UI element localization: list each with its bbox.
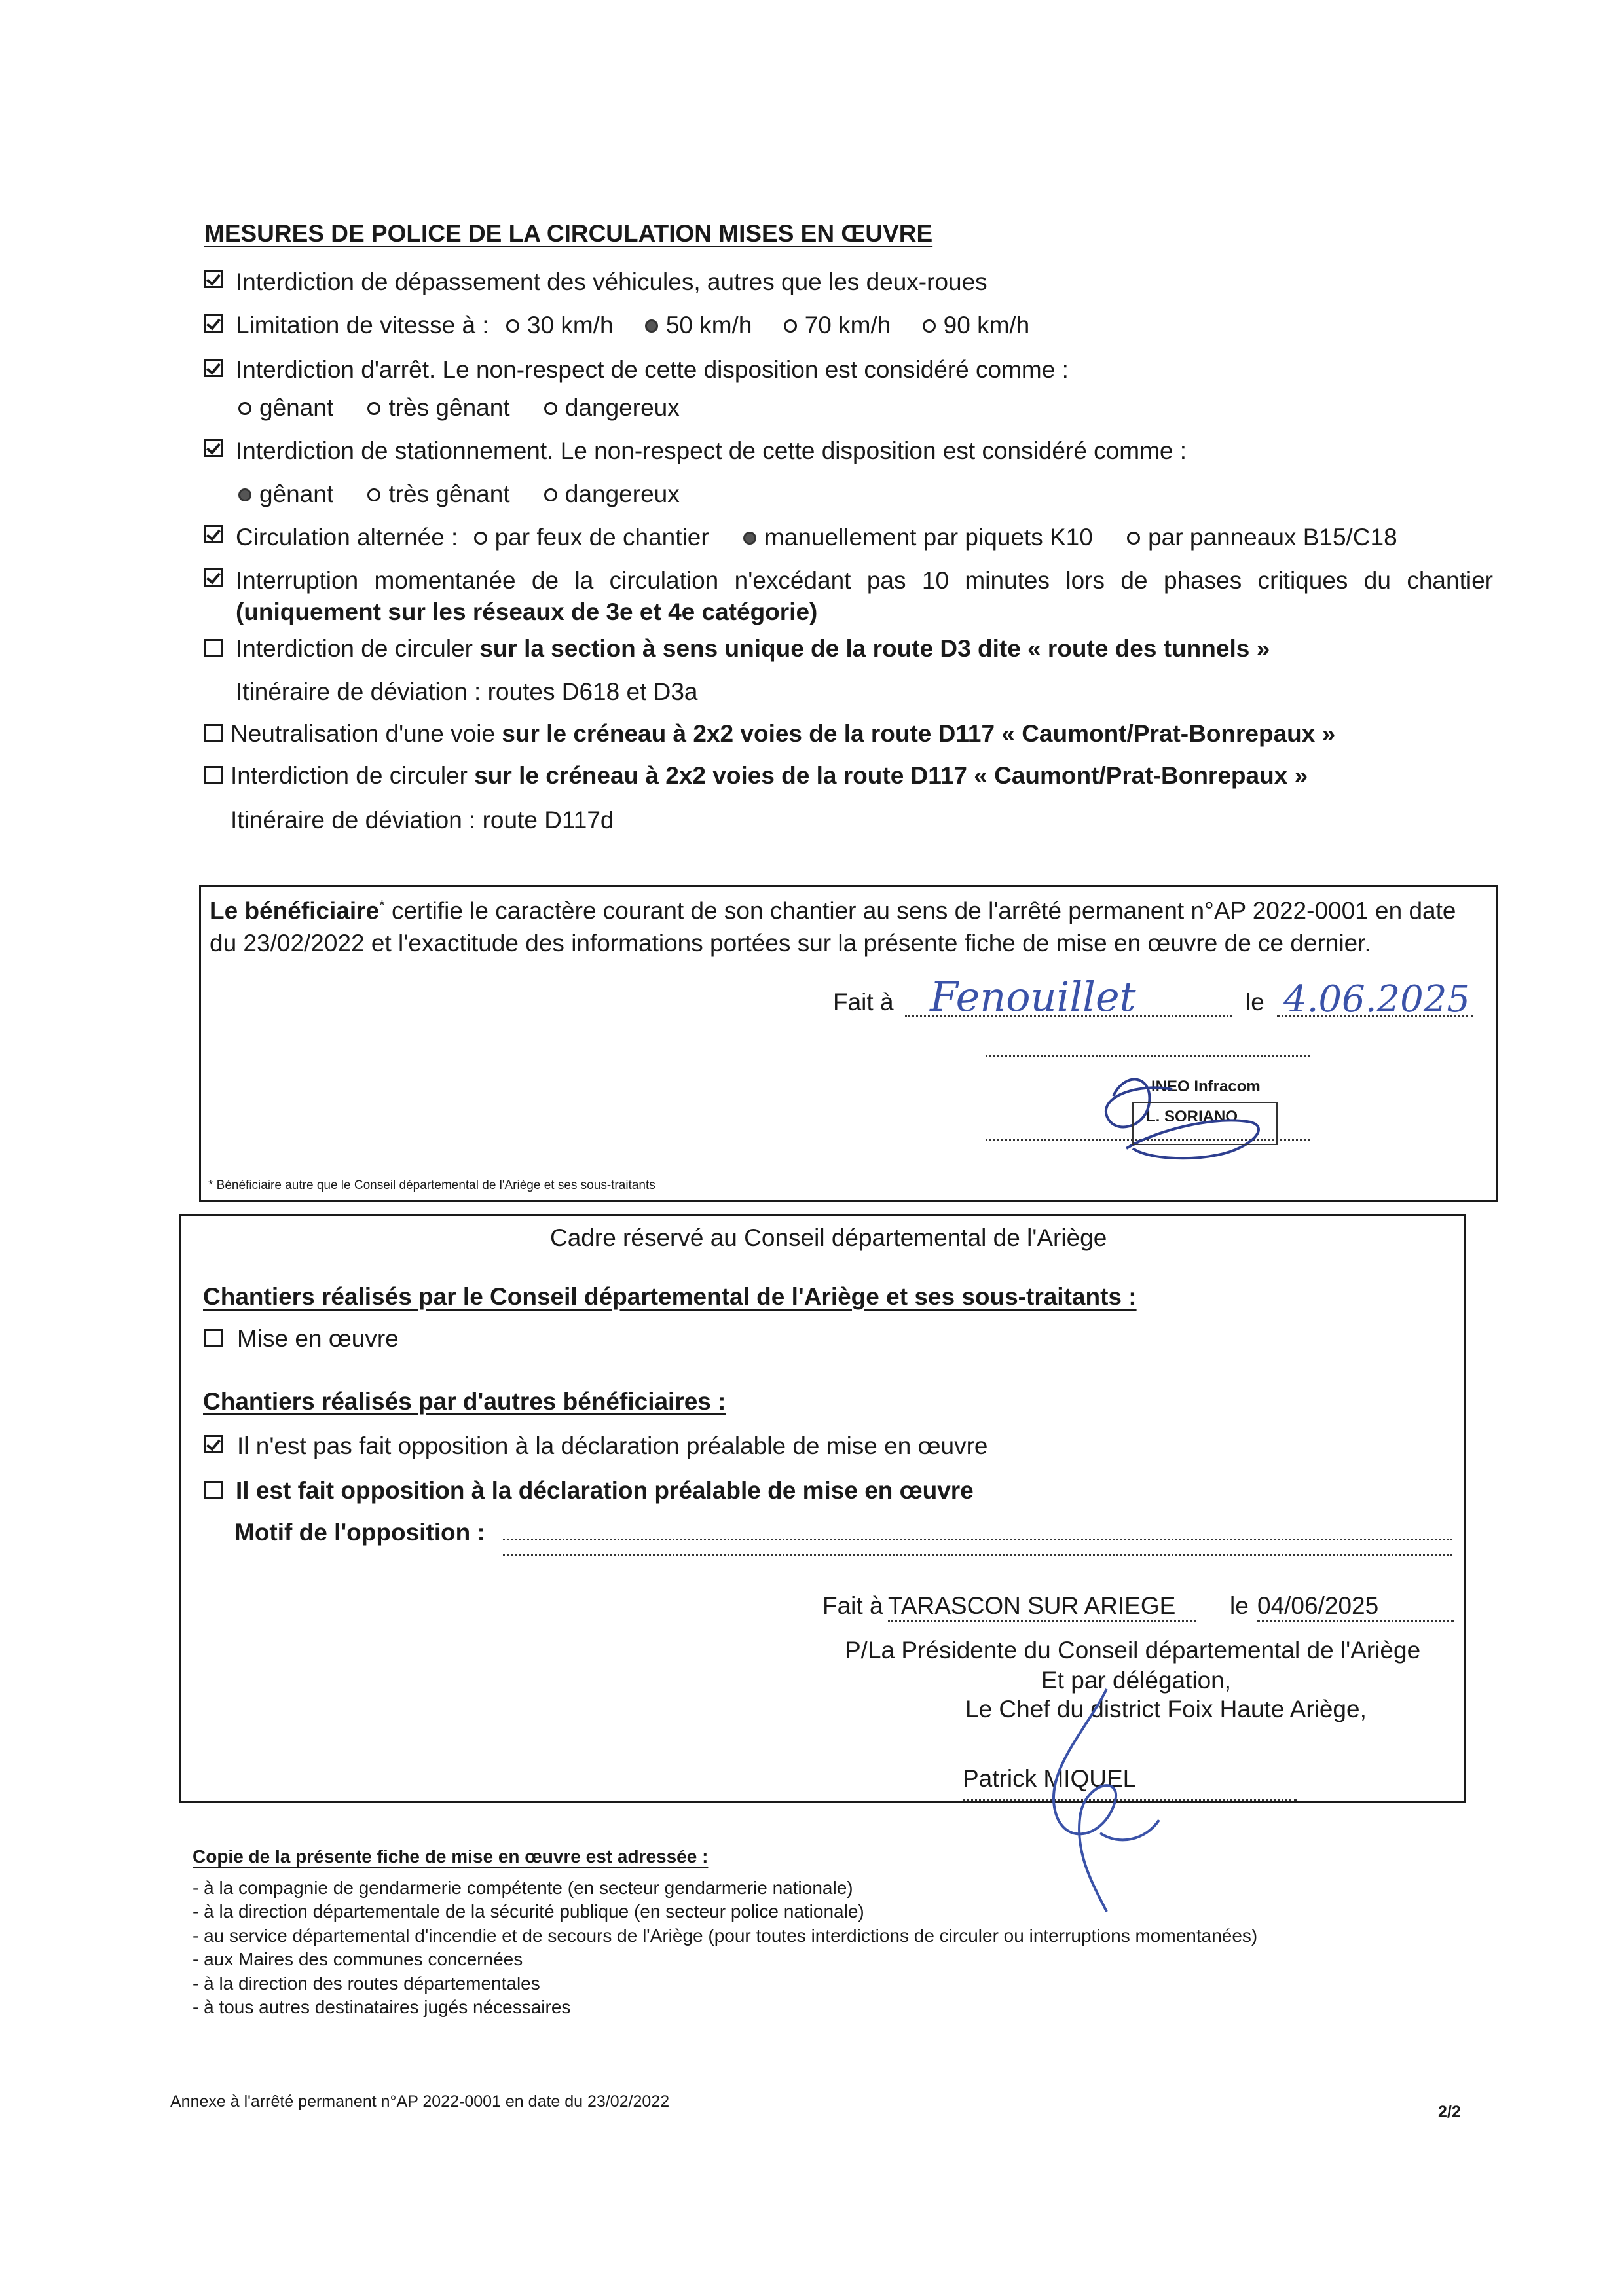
council-date: 04/06/2025 — [1257, 1592, 1379, 1619]
section-title: MESURES DE POLICE DE LA CIRCULATION MISES EN ŒUVRE — [204, 220, 933, 247]
council-item-3: Il est fait opposition à la déclaration préalable de mise en œuvre — [236, 1477, 974, 1504]
copies-item: - à tous autres destinataires jugés nécessaires — [193, 1996, 571, 2017]
measure-d117-closure: Interdiction de circuler sur le créneau à 2x2 voies de la route D117 « Caumont/Prat-Bonrepaux » — [231, 762, 1308, 789]
copies-title: Copie de la présente fiche de mise en œuvre est adressée : — [193, 1846, 709, 1867]
beneficiary-text-2: du 23/02/2022 et l'exactitude des informations portées sur la présente fiche de mise en œuvre de ce dernier. — [210, 930, 1371, 957]
checkbox-d117-lane[interactable] — [204, 724, 223, 742]
measure-no-parking: Interdiction de stationnement. Le non-respect de cette disposition est considéré comme : — [236, 437, 1187, 464]
council-sig-3: Le Chef du district Foix Haute Ariège, — [965, 1696, 1367, 1722]
beneficiary-text-1: Le bénéficiaire* certifie le caractère courant de son chantier au sens de l'arrêté permanent n°AP 2022-0001 en date — [210, 897, 1456, 924]
checkbox-no-opposition[interactable] — [204, 1435, 223, 1453]
radio-alt-k10[interactable]: manuellement par piquets K10 — [743, 524, 1093, 551]
copies-item: - au service départemental d'incendie et de secours de l'Ariège (pour toutes interdictions de circuler ou interruptions momentanées) — [193, 1925, 1258, 1946]
copies-list — [193, 1876, 1257, 2019]
council-sig-2: Et par délégation, — [1041, 1667, 1232, 1694]
checkbox-opposition[interactable] — [204, 1481, 223, 1499]
checkbox-d117-closure[interactable] — [204, 766, 223, 784]
checkbox-no-parking[interactable] — [204, 439, 223, 457]
council-le-label: le — [1230, 1592, 1249, 1619]
radio-speed-50[interactable]: 50 km/h — [645, 312, 752, 338]
checkbox-alternating-traffic[interactable] — [204, 525, 223, 543]
council-header: Cadre réservé au Conseil départemental de l'Ariège — [550, 1224, 1107, 1251]
no-parking-options — [238, 481, 707, 509]
radio-speed-30[interactable]: 30 km/h — [506, 312, 614, 338]
beneficiary-date: 4.06.2025 — [1283, 978, 1471, 1021]
checkbox-no-overtaking[interactable] — [204, 270, 223, 288]
council-sig-1: P/La Présidente du Conseil départemental de l'Ariège — [845, 1637, 1421, 1664]
measure-alternating-traffic — [236, 524, 1397, 552]
checkbox-d3-closure[interactable] — [204, 639, 223, 657]
measure-d3-closure: Interdiction de circuler sur la section à sens unique de la route D3 dite « route des tunnels » — [236, 635, 1270, 662]
council-sig-4: Patrick MIQUEL — [963, 1765, 1137, 1792]
radio-alt-b15[interactable]: par panneaux B15/C18 — [1127, 524, 1397, 551]
radio-stop-tres-genant[interactable]: très gênant — [367, 394, 509, 421]
copies-item: - aux Maires des communes concernées — [193, 1949, 523, 1970]
stamp-name: L. SORIANO — [1146, 1108, 1238, 1125]
measure-interruption-note: (uniquement sur les réseaux de 3e et 4e catégorie) — [236, 598, 818, 625]
radio-stop-genant[interactable]: gênant — [238, 394, 333, 421]
radio-speed-70[interactable]: 70 km/h — [784, 312, 891, 338]
council-motif-line-2 — [503, 1554, 1452, 1556]
copies-item: - à la direction des routes départementales — [193, 1973, 540, 1994]
beneficiary-place: Fenouillet — [930, 973, 1136, 1021]
measure-no-overtaking: Interdiction de dépassement des véhicules, autres que les deux-roues — [236, 268, 987, 295]
council-place: TARASCON SUR ARIEGE — [888, 1592, 1176, 1619]
radio-park-tres-genant[interactable]: très gênant — [367, 481, 509, 507]
beneficiary-footnote: * Bénéficiaire autre que le Conseil départemental de l'Ariège et ses sous-traitants — [208, 1178, 655, 1192]
council-section-1: Chantiers réalisés par le Conseil départemental de l'Ariège et ses sous-traitants : — [203, 1283, 1137, 1310]
council-motif-label: Motif de l'opposition : — [234, 1519, 485, 1546]
checkbox-speed-limit[interactable] — [204, 314, 223, 333]
speed-limit-label: Limitation de vitesse à : — [236, 312, 489, 338]
checkbox-no-stopping[interactable] — [204, 359, 223, 377]
copies-item: - à la compagnie de gendarmerie compétente (en secteur gendarmerie nationale) — [193, 1878, 853, 1898]
stamp-company: INEO Infracom — [1151, 1078, 1261, 1095]
radio-alt-lights[interactable]: par feux de chantier — [474, 524, 709, 551]
no-stopping-options — [238, 394, 707, 422]
council-item-1: Mise en œuvre — [237, 1325, 399, 1352]
measure-speed-limit — [236, 312, 1029, 340]
checkbox-mise-en-oeuvre[interactable] — [204, 1329, 223, 1347]
council-fait-label: Fait à — [822, 1592, 883, 1619]
checkbox-interruption[interactable] — [204, 568, 223, 587]
beneficiary-fait-label: Fait à — [833, 989, 894, 1015]
radio-stop-dangereux[interactable]: dangereux — [544, 394, 680, 421]
council-place-line — [888, 1620, 1196, 1622]
beneficiary-signature-icon — [1087, 1050, 1297, 1168]
footer-annex: Annexe à l'arrêté permanent n°AP 2022-0001 en date du 23/02/2022 — [170, 2092, 670, 2111]
council-item-2: Il n'est pas fait opposition à la déclaration préalable de mise en œuvre — [237, 1432, 988, 1459]
council-date-line — [1257, 1620, 1454, 1622]
radio-park-genant[interactable]: gênant — [238, 481, 333, 507]
council-motif-line-1 — [503, 1539, 1452, 1540]
radio-park-dangereux[interactable]: dangereux — [544, 481, 680, 507]
copies-item: - à la direction départementale de la sécurité publique (en secteur police nationale) — [193, 1901, 864, 1922]
detour-d117: Itinéraire de déviation : route D117d — [231, 807, 614, 833]
beneficiary-le-label: le — [1246, 989, 1264, 1015]
measure-no-stopping: Interdiction d'arrêt. Le non-respect de cette disposition est considéré comme : — [236, 356, 1069, 383]
footer-page-number: 2/2 — [1438, 2103, 1461, 2121]
radio-speed-90[interactable]: 90 km/h — [923, 312, 1030, 338]
detour-d3: Itinéraire de déviation : routes D618 et D3a — [236, 678, 698, 705]
alternating-label: Circulation alternée : — [236, 524, 458, 551]
council-section-2: Chantiers réalisés par d'autres bénéficiaires : — [203, 1388, 726, 1415]
measure-interruption: Interruption momentanée de la circulation n'excédant pas 10 minutes lors de phases critiques du chantier — [236, 567, 1493, 594]
measure-d117-lane: Neutralisation d'une voie sur le créneau à 2x2 voies de la route D117 « Caumont/Prat-Bonrepaux » — [231, 720, 1336, 747]
